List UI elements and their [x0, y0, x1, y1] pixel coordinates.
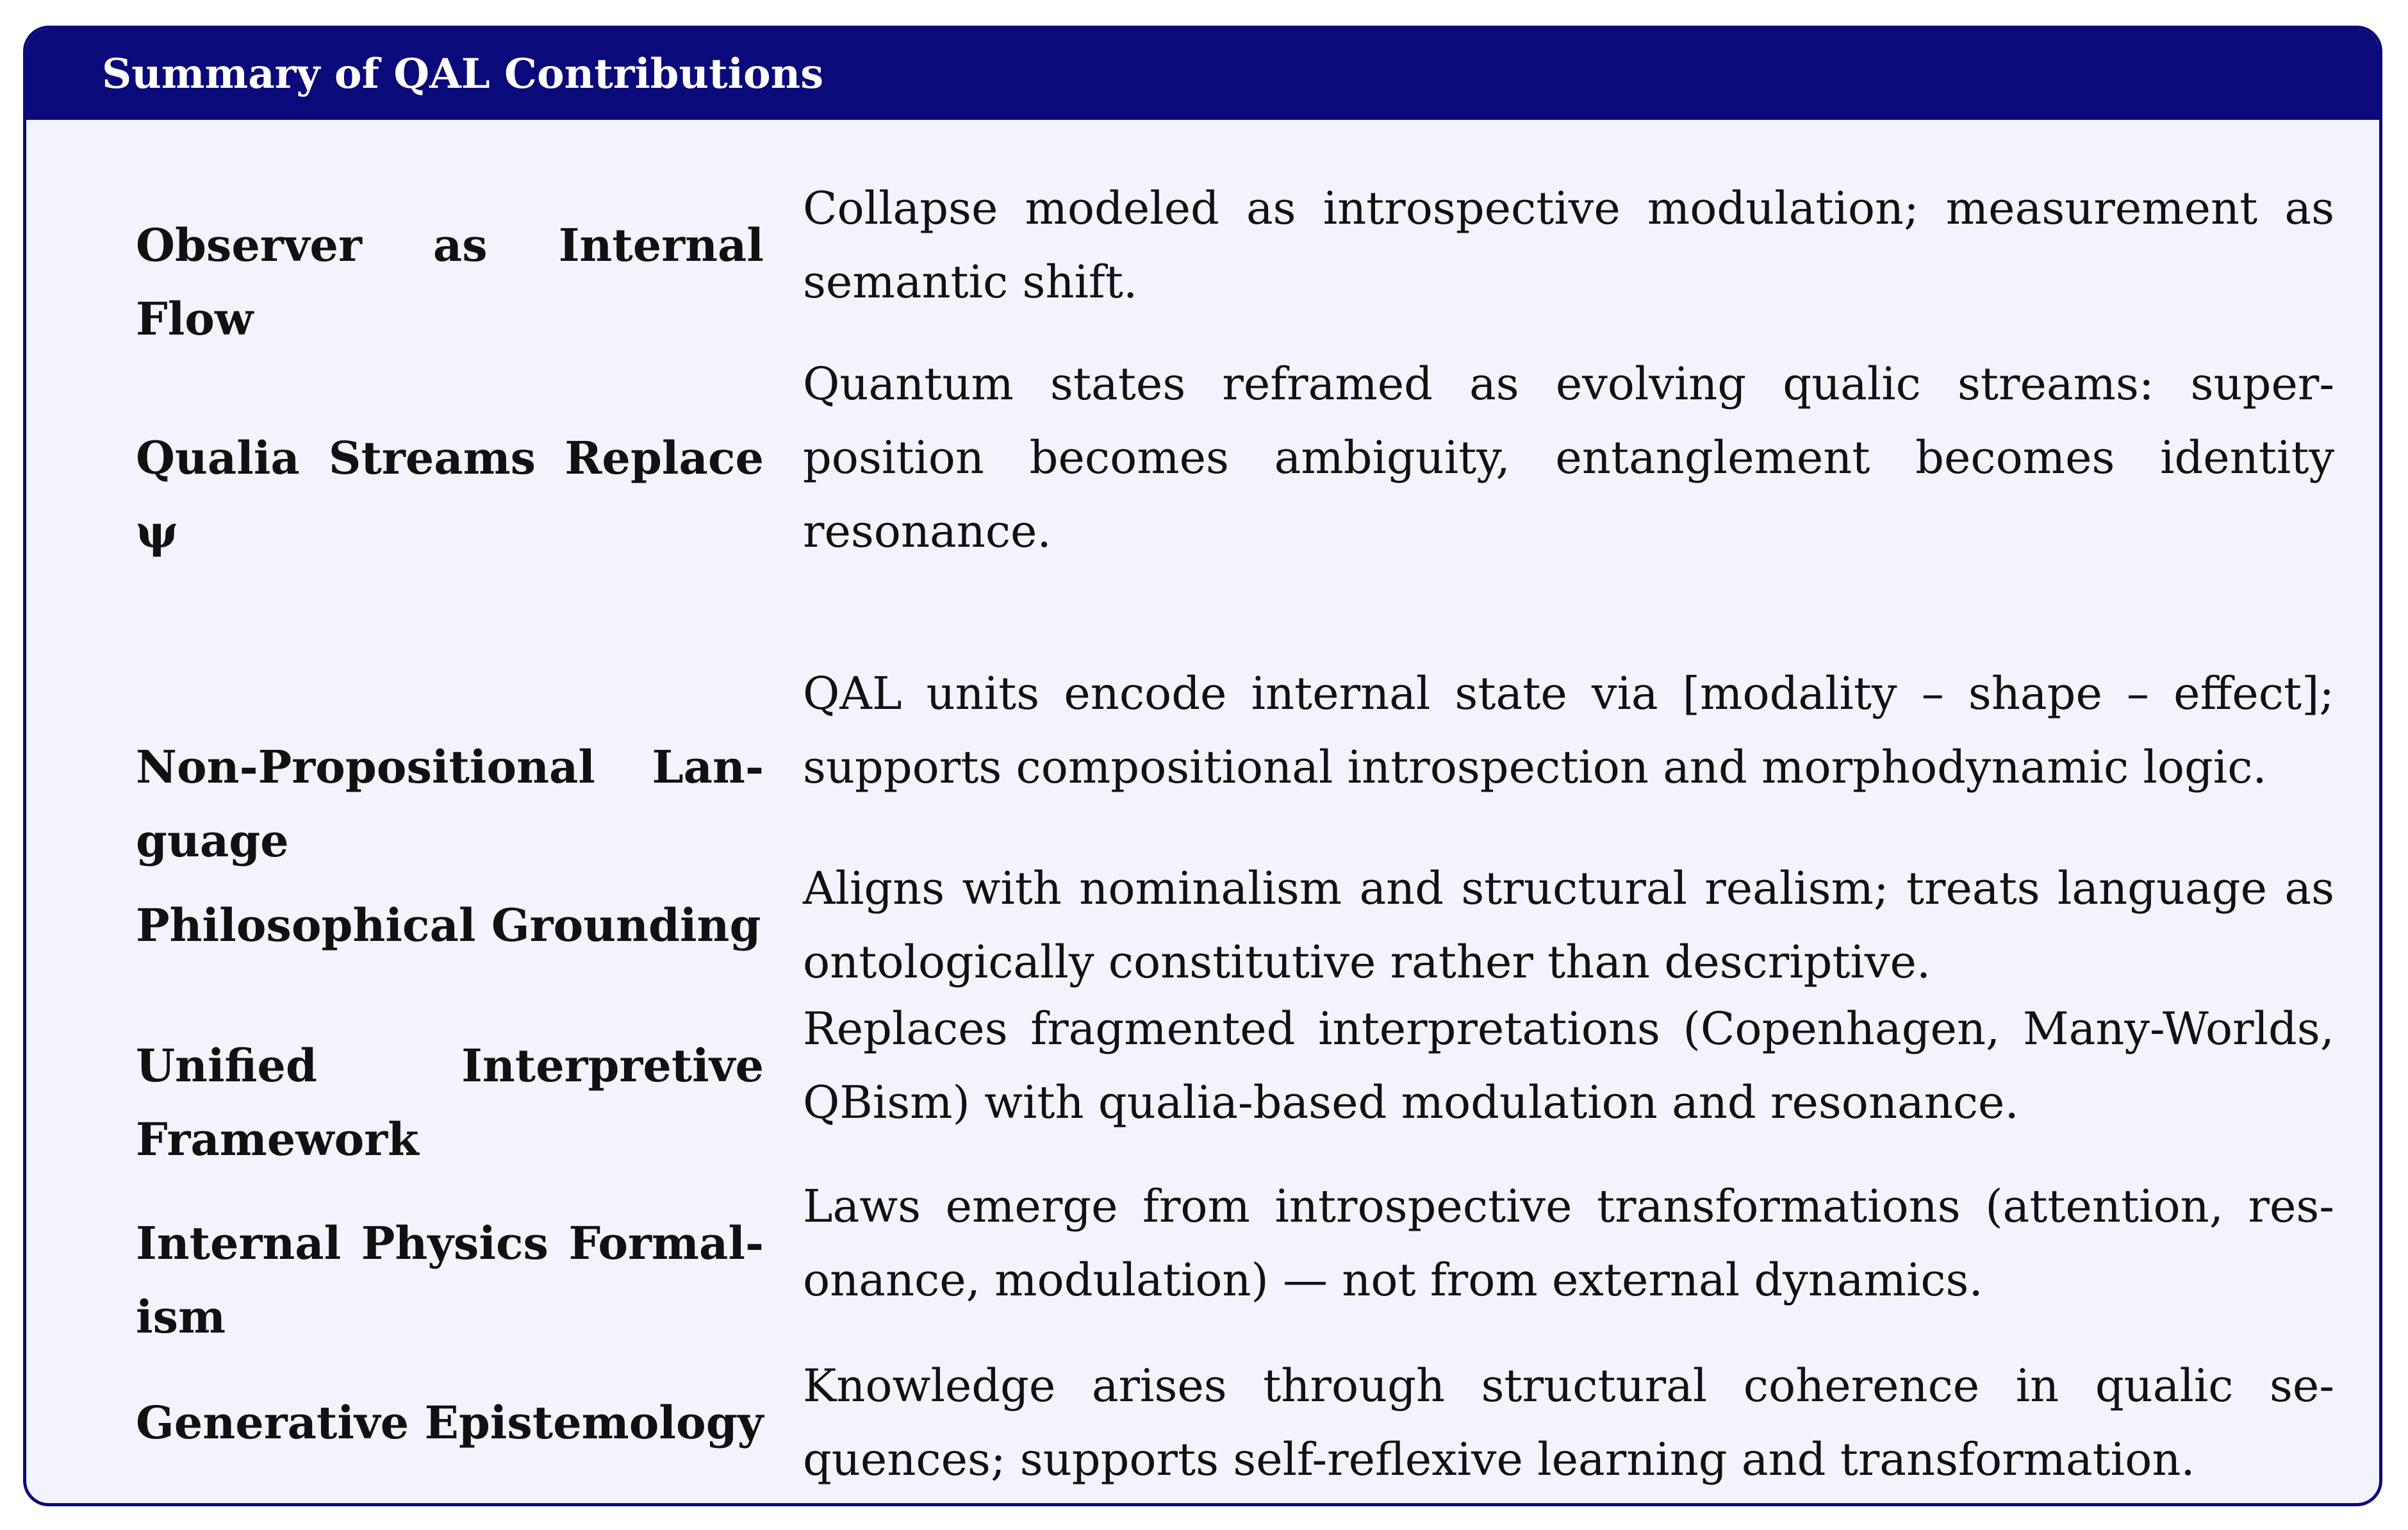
row-description: Laws emerge from introspective transformations (attention, resonance, modulation) — not from external dynamics.	[803, 1180, 2334, 1306]
row-term: Observer as Internal Flow	[136, 219, 764, 345]
summary-box	[23, 26, 2382, 1506]
row-term: Qualia Streams Replace ψ	[136, 431, 764, 558]
box-title: Summary of QAL Contributions	[102, 50, 824, 98]
row-description: QAL units encode internal state via [modality – shape – effect]; supports compositional introspection and morphodynamic logic.	[803, 667, 2334, 794]
row-description: Replaces fragmented interpretations (Copenhagen, Many-Worlds, QBism) with qualia-based modulation and resonance.	[803, 1002, 2334, 1129]
box-header	[26, 29, 2379, 120]
row-term: Internal Physics Formalism	[136, 1217, 764, 1343]
row-term: Non-Propositional Language	[136, 740, 764, 867]
row-description: Quantum states reframed as evolving qualic streams: superposition becomes ambiguity, entanglement becomes identity resonance.	[803, 358, 2334, 558]
row-term: Generative Epistemology	[136, 1396, 764, 1449]
row-term: Philosophical Grounding	[136, 899, 761, 952]
row-term: Unified Interpretive Framework	[136, 1039, 764, 1166]
row-description: Knowledge arises through structural coherence in qualic sequences; supports self-reflexive learning and transformation.	[803, 1360, 2334, 1486]
row-description: Collapse modeled as introspective modulation; measurement as semantic shift.	[803, 182, 2334, 308]
row-description: Aligns with nominalism and structural realism; treats language as ontologically constitutive rather than descriptive.	[803, 862, 2334, 988]
